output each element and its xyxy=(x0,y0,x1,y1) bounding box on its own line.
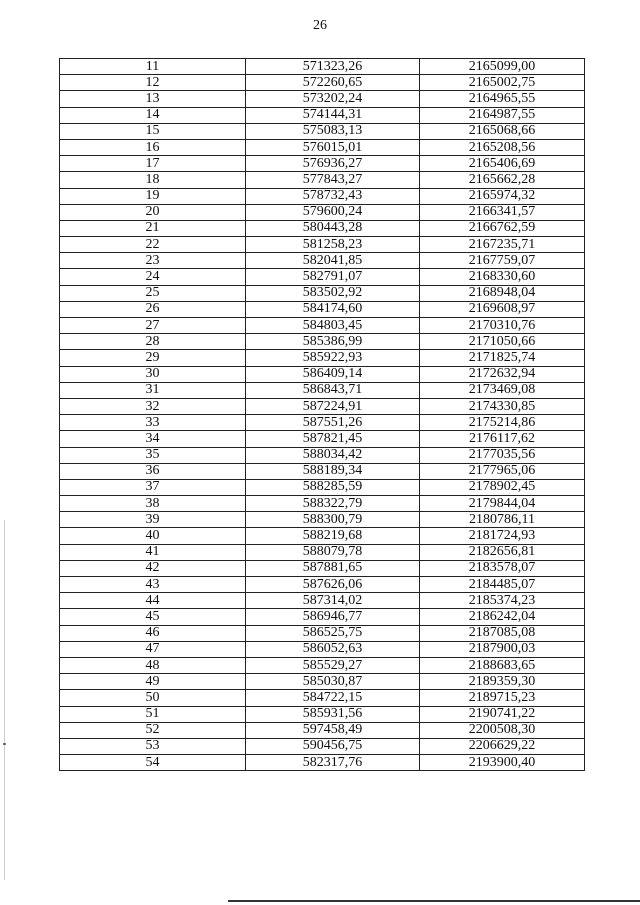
table-row xyxy=(60,496,585,512)
point-number-cell: 52 xyxy=(60,722,246,738)
y-coordinate-cell: 2164987,55 xyxy=(420,107,585,123)
point-number-cell: 16 xyxy=(60,139,246,155)
x-coordinate-cell: 590456,75 xyxy=(246,738,420,754)
point-number-cell: 23 xyxy=(60,253,246,269)
table-row xyxy=(60,431,585,447)
x-coordinate-cell: 587821,45 xyxy=(246,431,420,447)
table-row xyxy=(60,301,585,317)
scan-speck xyxy=(3,743,6,745)
y-coordinate-cell: 2206629,22 xyxy=(420,738,585,754)
point-number-cell: 42 xyxy=(60,560,246,576)
point-number-cell: 45 xyxy=(60,609,246,625)
point-number-cell: 31 xyxy=(60,382,246,398)
table-row xyxy=(60,674,585,690)
y-coordinate-cell: 2167759,07 xyxy=(420,253,585,269)
y-coordinate-cell: 2166762,59 xyxy=(420,220,585,236)
table-row xyxy=(60,220,585,236)
y-coordinate-cell: 2189715,23 xyxy=(420,690,585,706)
table-row xyxy=(60,690,585,706)
point-number-cell: 14 xyxy=(60,107,246,123)
table-row xyxy=(60,577,585,593)
table-row xyxy=(60,188,585,204)
point-number-cell: 19 xyxy=(60,188,246,204)
point-number-cell: 47 xyxy=(60,641,246,657)
y-coordinate-cell: 2178902,45 xyxy=(420,479,585,495)
table-row xyxy=(60,318,585,334)
table-row xyxy=(60,123,585,139)
table-row xyxy=(60,172,585,188)
table-row xyxy=(60,625,585,641)
x-coordinate-cell: 581258,23 xyxy=(246,237,420,253)
table-row xyxy=(60,107,585,123)
x-coordinate-cell: 588079,78 xyxy=(246,544,420,560)
table-row xyxy=(60,398,585,414)
point-number-cell: 39 xyxy=(60,512,246,528)
x-coordinate-cell: 586409,14 xyxy=(246,366,420,382)
footer-rule xyxy=(228,900,640,902)
y-coordinate-cell: 2179844,04 xyxy=(420,496,585,512)
table-row xyxy=(60,285,585,301)
y-coordinate-cell: 2165068,66 xyxy=(420,123,585,139)
point-number-cell: 34 xyxy=(60,431,246,447)
table-row xyxy=(60,366,585,382)
point-number-cell: 54 xyxy=(60,755,246,771)
x-coordinate-cell: 579600,24 xyxy=(246,204,420,220)
x-coordinate-cell: 573202,24 xyxy=(246,91,420,107)
point-number-cell: 33 xyxy=(60,415,246,431)
y-coordinate-cell: 2165406,69 xyxy=(420,156,585,172)
x-coordinate-cell: 575083,13 xyxy=(246,123,420,139)
x-coordinate-cell: 588322,79 xyxy=(246,496,420,512)
y-coordinate-cell: 2165099,00 xyxy=(420,59,585,75)
x-coordinate-cell: 578732,43 xyxy=(246,188,420,204)
y-coordinate-cell: 2189359,30 xyxy=(420,674,585,690)
x-coordinate-cell: 585386,99 xyxy=(246,334,420,350)
table-row xyxy=(60,528,585,544)
x-coordinate-cell: 587224,91 xyxy=(246,398,420,414)
table-row xyxy=(60,479,585,495)
x-coordinate-cell: 587314,02 xyxy=(246,593,420,609)
y-coordinate-cell: 2182656,81 xyxy=(420,544,585,560)
y-coordinate-cell: 2186242,04 xyxy=(420,609,585,625)
table-row xyxy=(60,544,585,560)
table-row xyxy=(60,657,585,673)
table-row xyxy=(60,609,585,625)
x-coordinate-cell: 584174,60 xyxy=(246,301,420,317)
point-number-cell: 27 xyxy=(60,318,246,334)
point-number-cell: 29 xyxy=(60,350,246,366)
table-row xyxy=(60,415,585,431)
y-coordinate-cell: 2181724,93 xyxy=(420,528,585,544)
y-coordinate-cell: 2172632,94 xyxy=(420,366,585,382)
x-coordinate-cell: 585030,87 xyxy=(246,674,420,690)
x-coordinate-cell: 571323,26 xyxy=(246,59,420,75)
x-coordinate-cell: 582317,76 xyxy=(246,755,420,771)
point-number-cell: 48 xyxy=(60,657,246,673)
point-number-cell: 21 xyxy=(60,220,246,236)
y-coordinate-cell: 2188683,65 xyxy=(420,657,585,673)
x-coordinate-cell: 588300,79 xyxy=(246,512,420,528)
point-number-cell: 13 xyxy=(60,91,246,107)
y-coordinate-cell: 2185374,23 xyxy=(420,593,585,609)
x-coordinate-cell: 585922,93 xyxy=(246,350,420,366)
point-number-cell: 12 xyxy=(60,75,246,91)
y-coordinate-cell: 2184485,07 xyxy=(420,577,585,593)
point-number-cell: 44 xyxy=(60,593,246,609)
table-row xyxy=(60,204,585,220)
table-row xyxy=(60,59,585,75)
x-coordinate-cell: 587881,65 xyxy=(246,560,420,576)
table-row xyxy=(60,156,585,172)
x-coordinate-cell: 587626,06 xyxy=(246,577,420,593)
point-number-cell: 15 xyxy=(60,123,246,139)
point-number-cell: 51 xyxy=(60,706,246,722)
table-row xyxy=(60,463,585,479)
x-coordinate-cell: 597458,49 xyxy=(246,722,420,738)
point-number-cell: 32 xyxy=(60,398,246,414)
x-coordinate-cell: 587551,26 xyxy=(246,415,420,431)
table-row xyxy=(60,641,585,657)
y-coordinate-cell: 2183578,07 xyxy=(420,560,585,576)
x-coordinate-cell: 588219,68 xyxy=(246,528,420,544)
x-coordinate-cell: 586843,71 xyxy=(246,382,420,398)
x-coordinate-cell: 588034,42 xyxy=(246,447,420,463)
y-coordinate-cell: 2168948,04 xyxy=(420,285,585,301)
coordinates-table xyxy=(59,58,585,771)
point-number-cell: 22 xyxy=(60,237,246,253)
y-coordinate-cell: 2193900,40 xyxy=(420,755,585,771)
table-row xyxy=(60,382,585,398)
y-coordinate-cell: 2170310,76 xyxy=(420,318,585,334)
point-number-cell: 24 xyxy=(60,269,246,285)
table-row xyxy=(60,269,585,285)
table-row xyxy=(60,512,585,528)
x-coordinate-cell: 586052,63 xyxy=(246,641,420,657)
y-coordinate-cell: 2166341,57 xyxy=(420,204,585,220)
table-row xyxy=(60,350,585,366)
y-coordinate-cell: 2167235,71 xyxy=(420,237,585,253)
y-coordinate-cell: 2165208,56 xyxy=(420,139,585,155)
y-coordinate-cell: 2176117,62 xyxy=(420,431,585,447)
x-coordinate-cell: 588285,59 xyxy=(246,479,420,495)
page-number: 26 xyxy=(313,18,327,33)
x-coordinate-cell: 588189,34 xyxy=(246,463,420,479)
table-row xyxy=(60,447,585,463)
coordinates-table-body xyxy=(60,59,585,771)
point-number-cell: 30 xyxy=(60,366,246,382)
table-row xyxy=(60,722,585,738)
y-coordinate-cell: 2169608,97 xyxy=(420,301,585,317)
y-coordinate-cell: 2190741,22 xyxy=(420,706,585,722)
x-coordinate-cell: 584722,15 xyxy=(246,690,420,706)
y-coordinate-cell: 2165662,28 xyxy=(420,172,585,188)
y-coordinate-cell: 2164965,55 xyxy=(420,91,585,107)
point-number-cell: 46 xyxy=(60,625,246,641)
x-coordinate-cell: 580443,28 xyxy=(246,220,420,236)
table-row xyxy=(60,91,585,107)
table-row xyxy=(60,593,585,609)
x-coordinate-cell: 574144,31 xyxy=(246,107,420,123)
y-coordinate-cell: 2173469,08 xyxy=(420,382,585,398)
x-coordinate-cell: 585931,56 xyxy=(246,706,420,722)
point-number-cell: 11 xyxy=(60,59,246,75)
x-coordinate-cell: 576015,01 xyxy=(246,139,420,155)
y-coordinate-cell: 2180786,11 xyxy=(420,512,585,528)
table-row xyxy=(60,560,585,576)
y-coordinate-cell: 2174330,85 xyxy=(420,398,585,414)
x-coordinate-cell: 583502,92 xyxy=(246,285,420,301)
point-number-cell: 20 xyxy=(60,204,246,220)
x-coordinate-cell: 576936,27 xyxy=(246,156,420,172)
point-number-cell: 35 xyxy=(60,447,246,463)
point-number-cell: 38 xyxy=(60,496,246,512)
point-number-cell: 18 xyxy=(60,172,246,188)
table-row xyxy=(60,139,585,155)
coordinates-table-container xyxy=(59,58,584,771)
point-number-cell: 53 xyxy=(60,738,246,754)
point-number-cell: 50 xyxy=(60,690,246,706)
table-row xyxy=(60,755,585,771)
y-coordinate-cell: 2200508,30 xyxy=(420,722,585,738)
x-coordinate-cell: 577843,27 xyxy=(246,172,420,188)
table-row xyxy=(60,75,585,91)
point-number-cell: 41 xyxy=(60,544,246,560)
table-row xyxy=(60,237,585,253)
point-number-cell: 25 xyxy=(60,285,246,301)
y-coordinate-cell: 2165974,32 xyxy=(420,188,585,204)
y-coordinate-cell: 2175214,86 xyxy=(420,415,585,431)
x-coordinate-cell: 586946,77 xyxy=(246,609,420,625)
x-coordinate-cell: 582791,07 xyxy=(246,269,420,285)
x-coordinate-cell: 572260,65 xyxy=(246,75,420,91)
x-coordinate-cell: 584803,45 xyxy=(246,318,420,334)
table-row xyxy=(60,706,585,722)
table-row xyxy=(60,253,585,269)
table-row xyxy=(60,334,585,350)
y-coordinate-cell: 2177035,56 xyxy=(420,447,585,463)
y-coordinate-cell: 2187900,03 xyxy=(420,641,585,657)
point-number-cell: 37 xyxy=(60,479,246,495)
x-coordinate-cell: 585529,27 xyxy=(246,657,420,673)
point-number-cell: 17 xyxy=(60,156,246,172)
table-row xyxy=(60,738,585,754)
point-number-cell: 26 xyxy=(60,301,246,317)
x-coordinate-cell: 586525,75 xyxy=(246,625,420,641)
y-coordinate-cell: 2165002,75 xyxy=(420,75,585,91)
y-coordinate-cell: 2187085,08 xyxy=(420,625,585,641)
y-coordinate-cell: 2171050,66 xyxy=(420,334,585,350)
point-number-cell: 28 xyxy=(60,334,246,350)
y-coordinate-cell: 2177965,06 xyxy=(420,463,585,479)
x-coordinate-cell: 582041,85 xyxy=(246,253,420,269)
y-coordinate-cell: 2171825,74 xyxy=(420,350,585,366)
point-number-cell: 49 xyxy=(60,674,246,690)
point-number-cell: 40 xyxy=(60,528,246,544)
point-number-cell: 36 xyxy=(60,463,246,479)
point-number-cell: 43 xyxy=(60,577,246,593)
y-coordinate-cell: 2168330,60 xyxy=(420,269,585,285)
scan-margin-line xyxy=(4,520,5,880)
